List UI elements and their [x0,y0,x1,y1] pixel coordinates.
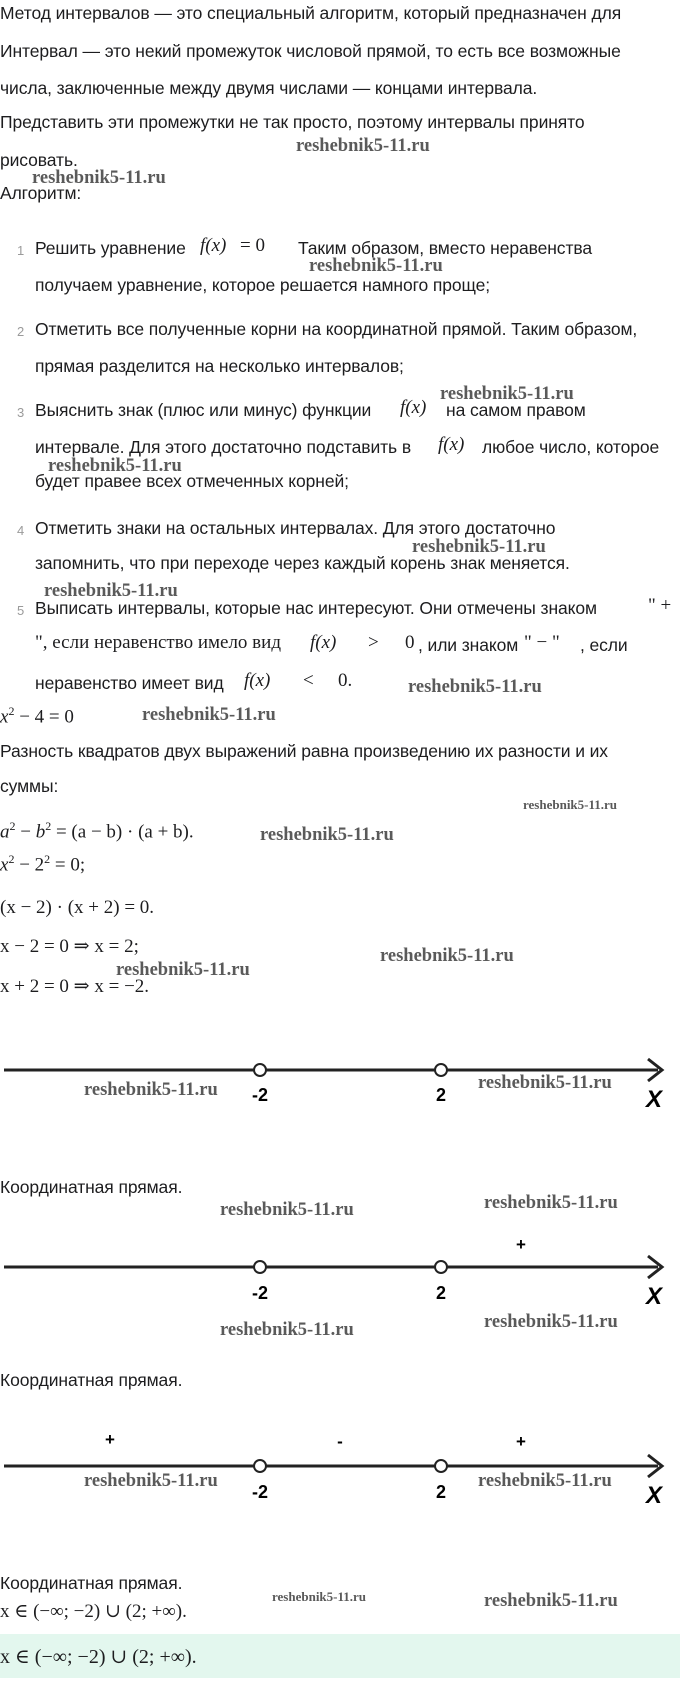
watermark: reshebnik5-11.ru [484,1591,618,1611]
caption-2: Координатная прямая. [0,1370,183,1390]
axis-label-x: X [645,1086,663,1113]
step-text: , если [580,635,628,655]
watermark: reshebnik5-11.ru [84,1471,218,1491]
step-text: Таким образом, вместо неравенства [298,238,592,258]
watermark: reshebnik5-11.ru [116,960,250,980]
point-minus-2 [254,1064,266,1076]
step-text: любое число, которое [482,437,660,457]
step-math: ", если неравенство имело вид [35,632,281,653]
watermark: reshebnik5-11.ru [380,946,514,966]
sign-middle: - [337,1432,343,1451]
step-math: < [303,670,314,691]
step-text: неравенство имеет вид [35,673,224,693]
step-number: 4 [17,523,25,538]
watermark: reshebnik5-11.ru [484,1312,618,1332]
step-number: 3 [17,405,25,420]
intro-line-4: Представить эти промежутки не так просто, поэтому интервалы принято [0,112,585,132]
step-math: f(x) [310,632,337,653]
watermark: reshebnik5-11.ru [220,1320,354,1340]
equation-4: x − 2 = 0 ⇒ x = 2; [0,936,139,957]
step-math: f(x) [400,397,427,418]
axis-label-x: X [645,1482,663,1509]
label-minus-2: -2 [251,1283,269,1303]
step-text: Выписать интервалы, которые нас интересуют. Они отмечены знаком [35,598,597,618]
number-line-2 [0,1225,680,1305]
step-math: " + [648,595,672,616]
label-2: 2 [435,1283,447,1303]
answer-text: x ∈ (−∞; −2) ∪ (2; +∞). [0,1646,197,1668]
label-minus-2: -2 [251,1482,269,1502]
step-number: 1 [17,243,25,258]
step-math-eq: = 0 [240,235,265,256]
equation-5: x + 2 = 0 ⇒ x = −2. [0,976,150,997]
result-line: x ∈ (−∞; −2) ∪ (2; +∞). [0,1601,187,1622]
watermark: reshebnik5-11.ru [48,456,182,476]
step-math: 0. [338,670,353,691]
watermark: reshebnik5-11.ru [220,1200,354,1220]
caption-3: Координатная прямая. [0,1573,183,1593]
step-text: Выяснить знак (плюс или минус) функции [35,400,372,420]
step-text: Отметить знаки на остальных интервалах. Для этого достаточно [35,518,556,538]
step-text: Отметить все полученные корни на координатной прямой. Таким образом, [35,319,638,339]
watermark: reshebnik5-11.ru [478,1471,612,1491]
label-2: 2 [435,1085,447,1105]
sign-right: + [516,1235,526,1254]
watermark: reshebnik5-11.ru [260,825,394,845]
step-text: запомнить, что при переходе через каждый корень знак меняется. [35,553,570,573]
equation-1: $x^2 - 4 = 0$ [0,704,74,728]
watermark: reshebnik5-11.ru [296,136,430,156]
point-2 [435,1261,447,1273]
watermark: reshebnik5-11.ru [478,1073,612,1093]
equation-2: $x^2 - 2^2 = 0$; [0,852,86,876]
watermark: reshebnik5-11.ru [142,705,276,725]
watermark: reshebnik5-11.ru [309,256,443,276]
step-number: 5 [17,603,25,618]
step-math: > [368,632,379,653]
algorithm-label: Алгоритм: [0,183,82,203]
watermark: reshebnik5-11.ru [32,168,166,188]
caption-1: Координатная прямая. [0,1177,183,1197]
diff-text-line-2: суммы: [0,776,59,796]
intro-line-1: Метод интервалов — это специальный алгоритм, который предназначен для [0,3,622,23]
watermark: reshebnik5-11.ru [408,677,542,697]
step-math: 0 [405,632,415,653]
step-number: 2 [17,324,25,339]
step-math: f(x) [438,434,465,455]
sign-left: + [105,1430,115,1449]
watermark: reshebnik5-11.ru [44,581,178,601]
point-minus-2 [254,1261,266,1273]
watermark: reshebnik5-11.ru [440,384,574,404]
point-2 [435,1460,447,1472]
step-text: Решить уравнение [35,238,186,258]
step-text: будет правее всех отмеченных корней; [35,471,349,491]
intro-line-5: рисовать. [0,150,78,170]
point-2 [435,1064,447,1076]
step-text: на самом правом [446,400,586,420]
label-minus-2: -2 [251,1085,269,1105]
axis-label-x: X [645,1283,663,1305]
step-math: " − " [524,632,560,653]
step-text: , или знаком [418,635,519,655]
diff-text-line-1: Разность квадратов двух выражений равна произведению их разности и их [0,741,608,761]
intro-line-3: числа, заключенные между двумя числами — концами интервала. [0,78,538,98]
label-2: 2 [435,1482,447,1502]
watermark: reshebnik5-11.ru [484,1193,618,1213]
sign-right: + [516,1432,526,1451]
number-line-3 [0,1425,680,1510]
step-text: прямая разделится на несколько интервалов; [35,356,404,376]
step-text: получаем уравнение, которое решается намного проще; [35,275,491,295]
intro-line-2: Интервал — это некий промежуток числовой прямой, то есть все возможные [0,41,621,61]
watermark: reshebnik5-11.ru [412,537,546,557]
watermark: reshebnik5-11.ru [84,1080,218,1100]
watermark: reshebnik5-11.ru [523,797,618,812]
formula-difference-of-squares: $a^2 - b^2 = (a - b) \cdot (a + b)$. [0,819,194,843]
watermark: reshebnik5-11.ru [272,1589,367,1604]
step-math: f(x) [244,670,271,691]
step-math: f(x) [200,235,227,256]
equation-3: (x − 2) · (x + 2) = 0. [0,897,155,918]
point-minus-2 [254,1460,266,1472]
step-text: интервале. Для этого достаточно подставить в [35,437,412,457]
